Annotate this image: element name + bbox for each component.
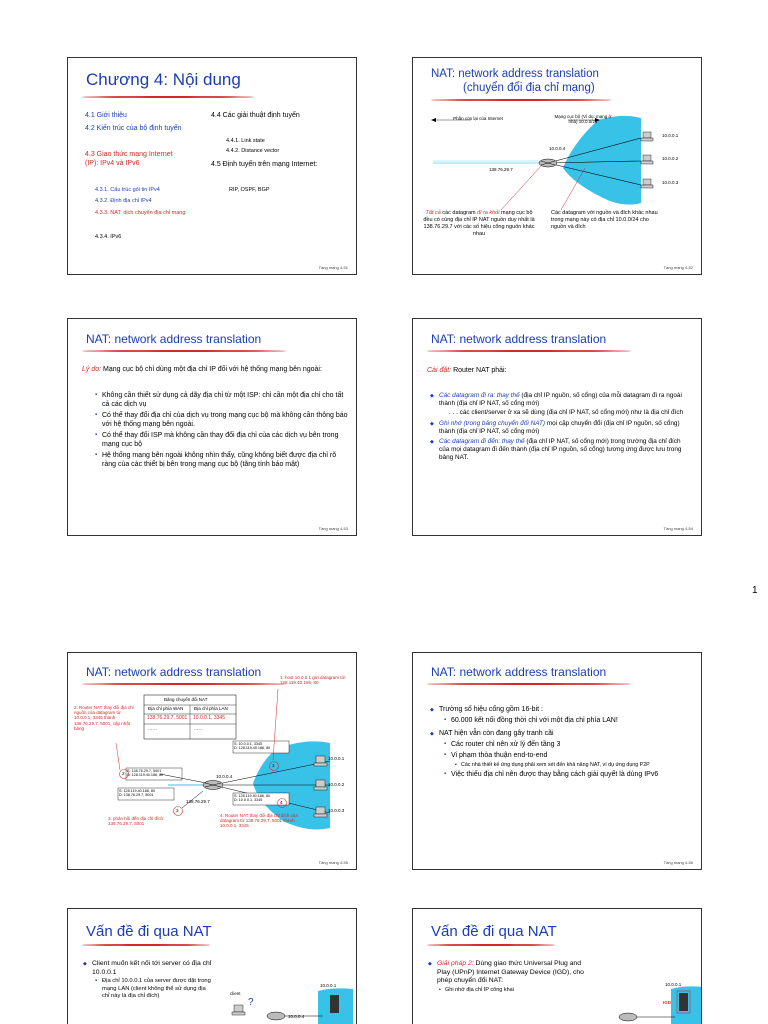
nat-table-cell-lan: 10.0.0.1, 3345 <box>193 715 225 721</box>
router-icon <box>267 1012 285 1020</box>
nat-table-header-wan: Địa chỉ phía WAN <box>148 706 184 711</box>
server-icon <box>679 993 688 1011</box>
host-ip: 10.0.0.3 <box>328 808 345 813</box>
slide-4-52 <box>412 57 702 275</box>
toc-subitem: 4.3.4. IPv6 <box>95 234 122 240</box>
traversal-diagram <box>68 909 357 1024</box>
list-item: ◆ Ghi nhớ (trong bảng chuyển đổi NAT) mọi cặp chuyển đổi (địa chỉ IP nguồn, số cổng) thành (địa chỉ IP NAT, số cổng mới) <box>439 420 691 436</box>
list-item-sub: ▪ Địa chỉ 10.0.0.1 của server được đặt trong mạng LAN (client không thể sử dụng địa chỉ này là địa chỉ đích) <box>102 978 212 1000</box>
list-item-sub: . . . các client/server ở xa sẽ dùng (địa chỉ IP NAT, số cổng mới) như là địa chỉ đích <box>449 409 684 417</box>
toc-subitem-current: 4.3.3. NAT: dịch chuyển địa chỉ mạng <box>95 210 186 216</box>
question-mark-icon: ? <box>248 997 254 1008</box>
server-icon <box>330 995 339 1013</box>
note-outgoing: Tất cả các datagram đi ra khỏi mạng cục bộ đều có cùng địa chỉ IP NAT nguồn duy nhất là 138.76.29.7 với các số hiệu cổng nguồn khác nhau <box>423 210 535 238</box>
igd-label: IGD <box>663 1000 672 1005</box>
toc-subitem: 4.3.1. Cấu trúc gói tin IPv4 <box>95 187 160 193</box>
router-inside-ip: 10.0.0.4 <box>216 774 233 779</box>
slide-4-54 <box>412 318 702 536</box>
nat-translation-diagram <box>68 653 357 870</box>
title-underline <box>82 350 286 352</box>
impl-list <box>439 392 691 463</box>
list-item: ▪ Không cần thiết sử dụng cả dãy địa chỉ từ một ISP: chỉ cần một địa chỉ cho tất cả các dịch vụ <box>102 392 350 410</box>
router-outside-ip: 138.76.29.7 <box>489 167 513 172</box>
host-ip: 10.0.0.3 <box>662 180 679 185</box>
slide-title: NAT: network address translation <box>86 332 262 346</box>
list-item: ▪ Có thể thay đổi ISP mà không cần thay đổi địa chỉ của các dịch vụ bên trong mạng cục bộ <box>102 432 350 450</box>
nat-table-title: Bảng chuyển đổi NAT <box>164 697 208 702</box>
nat-network-diagram <box>413 58 702 275</box>
slide-4-53 <box>67 318 357 536</box>
slide-footer: Tầng mạng 4-51 <box>318 265 348 270</box>
page-number: 1 <box>752 585 758 596</box>
slide-footer: Tầng mạng 4-55 <box>318 860 348 865</box>
computer-icon <box>232 1005 245 1015</box>
rest-internet-label: Phần còn lại của Internet <box>453 116 503 121</box>
list-item: ◆ NAT hiện vẫn còn đang gây tranh cãi <box>439 730 693 739</box>
slide-title: NAT: network address translation <box>431 68 599 80</box>
host-ip: 10.0.0.1 <box>662 133 679 138</box>
router-icon <box>619 1013 637 1021</box>
nat-table-cell-wan: 138.76.29.7, 5001 <box>147 715 188 721</box>
step-3-note: 3: phản hồi đến địa chỉ đích: 138.76.29.7, 5001 <box>108 816 165 827</box>
toc-subitem: 4.4.1. Link state <box>226 138 265 144</box>
client-label: client <box>230 991 241 996</box>
title-underline <box>427 683 631 685</box>
toc-item: 4.2 Kiến trúc của bộ định tuyến <box>85 125 182 132</box>
step-number: 2 <box>122 771 125 776</box>
step-number: 3 <box>176 808 179 813</box>
list-item: ◆ Trường số hiệu cổng gồm 16-bit : <box>439 706 693 715</box>
packet-header: S: 128.119.40.186, 80 D: 138.76.29.7, 5001 <box>119 789 156 798</box>
list-item-sub: ▪ 60.000 kết nối đồng thời chỉ với một địa chỉ phía LAN! <box>451 717 621 726</box>
host-ip: 10.0.0.2 <box>662 156 679 161</box>
list-item-sub: ▪ Việc thiếu địa chỉ nên được thay bằng cách giải quyết là dùng IPv6 <box>451 771 666 780</box>
packet-header: S: 128.119.40.186, 80 D: 10.0.0.1, 3345 <box>234 794 271 803</box>
intro-text: Cài đặt: Router NAT phải: <box>427 367 507 374</box>
slide-subtitle: (chuyển đổi địa chỉ mạng) <box>463 82 595 94</box>
slide-4-56 <box>412 652 702 870</box>
list-item: ◆ Client muốn kết nối tới server có địa chỉ 10.0.0.1 <box>92 960 232 977</box>
host-ip: 10.0.0.1 <box>320 983 337 988</box>
slide-4-55 <box>67 652 357 870</box>
router-outside-ip: 138.76.29.7 <box>186 799 210 804</box>
nat-table-cell-more: …… <box>148 726 157 731</box>
slide-footer: Tầng mạng 4-54 <box>663 526 693 531</box>
slide-title: NAT: network address translation <box>431 332 607 346</box>
computer-icon <box>314 756 327 817</box>
list-item: ▪ Có thể thay đổi địa chỉ của dịch vụ trong mạng cục bộ mà không cần thông báo với hệ thống mạng bên ngoài. <box>102 412 350 430</box>
upnp-diagram <box>413 909 702 1024</box>
slide-footer: Tầng mạng 4-53 <box>318 526 348 531</box>
reason-text: Lý do: Mạng cục bộ chỉ dùng một địa chỉ IP đối với hệ thống mạng bên ngoài: <box>82 366 322 373</box>
nat-table-cell-more: …… <box>194 726 203 731</box>
toc-subitem: RIP, OSPF, BGP <box>229 187 270 193</box>
toc-item: 4.1 Giới thiệu <box>85 112 127 119</box>
list-item: ◆ Các datagram đi đến: thay thế (địa chỉ IP NAT, số cổng mới) trong trường địa chỉ đích của mọi datagram đi đến thành (địa chỉ IP nguồn, số cổng) tương ứng được lưu trong bảng NAT. <box>439 438 691 463</box>
toc-subitem: 4.4.2. Distance vector <box>226 148 280 154</box>
step-1-note: 1: host 10.0.0.1 gửi datagram tới 128.119.40.186, 80 <box>280 675 346 686</box>
list-item: ◆ Các datagram đi ra: thay thế (địa chỉ IP nguồn, số cổng) của mỗi datagram đi ra ngoài thành (địa chỉ IP NAT, số cổng mới) <box>439 392 691 408</box>
slide-4-51 <box>67 57 357 275</box>
port-list <box>439 706 693 779</box>
router-inside-ip: 10.0.0.4 <box>549 146 566 151</box>
slide-4-57 <box>67 908 357 1024</box>
list-item-sub: ▪ Các router chỉ nên xử lý đến tầng 3 <box>451 741 693 750</box>
step-number: 4 <box>280 800 283 805</box>
toc-subitem: 4.3.2. Định địa chỉ IPv4 <box>95 198 152 204</box>
reason-list <box>102 392 350 470</box>
title-underline <box>427 350 631 352</box>
slide-footer: Tầng mạng 4-52 <box>663 265 693 270</box>
nat-table-header-lan: Địa chỉ phía LAN <box>194 706 228 711</box>
slide-title: NAT: network address translation <box>86 665 262 679</box>
toc-item-current: 4.3 Giao thức mạng Internet (IP): IPv4 và IPv6 <box>85 151 173 167</box>
list-item: ▪ Hệ thống mạng bên ngoài không nhìn thấy, cũng không biết được địa chỉ rõ ràng của các thiết bị bên trong mạng cục bộ (tăng tính bảo mật) <box>102 452 350 470</box>
slide-title: Chương 4: Nội dung <box>86 70 241 89</box>
list-item-subsub: • Các nhà thiết kế ứng dụng phải xem xét đến khả năng NAT, ví dụ ứng dụng P2P <box>461 762 651 769</box>
packet-header: S: 10.0.0.1, 3345 D: 128.119.40.186, 80 <box>234 742 271 751</box>
list-item-sub: • Ghi nhớ địa chỉ IP công khai <box>445 987 587 994</box>
host-ip: 10.0.0.2 <box>328 782 345 787</box>
router-ip: 10.0.0.4 <box>288 1014 305 1019</box>
step-4-note: 4: Router NAT thay đổi địa chỉ đích của datagram từ 138.76.29.7, 5001 thành 10.0.0.1, 3345 <box>220 813 298 829</box>
slide-title: NAT: network address translation <box>431 665 607 679</box>
slide-title: Vấn đề đi qua NAT <box>431 923 557 940</box>
host-ip: 10.0.0.1 <box>328 756 345 761</box>
computer-icon <box>641 132 653 188</box>
slide-title: Vấn đề đi qua NAT <box>86 923 212 940</box>
list-item: ◆ Giải pháp 2: Dùng giao thức Universal Plug and Play (UPnP) Internet Gateway Device (IGD), cho phép chuyển đổi NAT: <box>437 960 587 986</box>
list-item-sub: ▪ Vi phạm thỏa thuận end-to-end <box>451 752 693 761</box>
title-underline <box>82 96 254 98</box>
slide-4-58 <box>412 908 702 1024</box>
slide-footer: Tầng mạng 4-56 <box>663 860 693 865</box>
step-number: 1 <box>272 763 275 768</box>
packet-header: S: 138.76.29.7, 5001 D: 128.119.40.186, 80 <box>127 769 164 778</box>
step-2-note: 2: Router NAT thay đổi địa chỉ nguồn của datagram từ 10.0.0.1, 3345 thành 138.76.29.7, 5001, cập nhật bảng <box>74 705 134 731</box>
toc-item: 4.5 Định tuyến trên mạng Internet: <box>211 161 318 168</box>
toc-item: 4.4 Các giải thuật định tuyến <box>211 112 300 119</box>
note-internal: Các datagram với nguồn và đích khác nhau trong mạng này có địa chỉ 10.0.0/24 cho nguồn và đích <box>551 210 658 231</box>
host-ip: 10.0.0.1 <box>665 982 682 987</box>
local-network-label: Mạng cục bộ (Ví dụ: mạng ở nhà) 10.0.0/24 <box>554 114 612 125</box>
